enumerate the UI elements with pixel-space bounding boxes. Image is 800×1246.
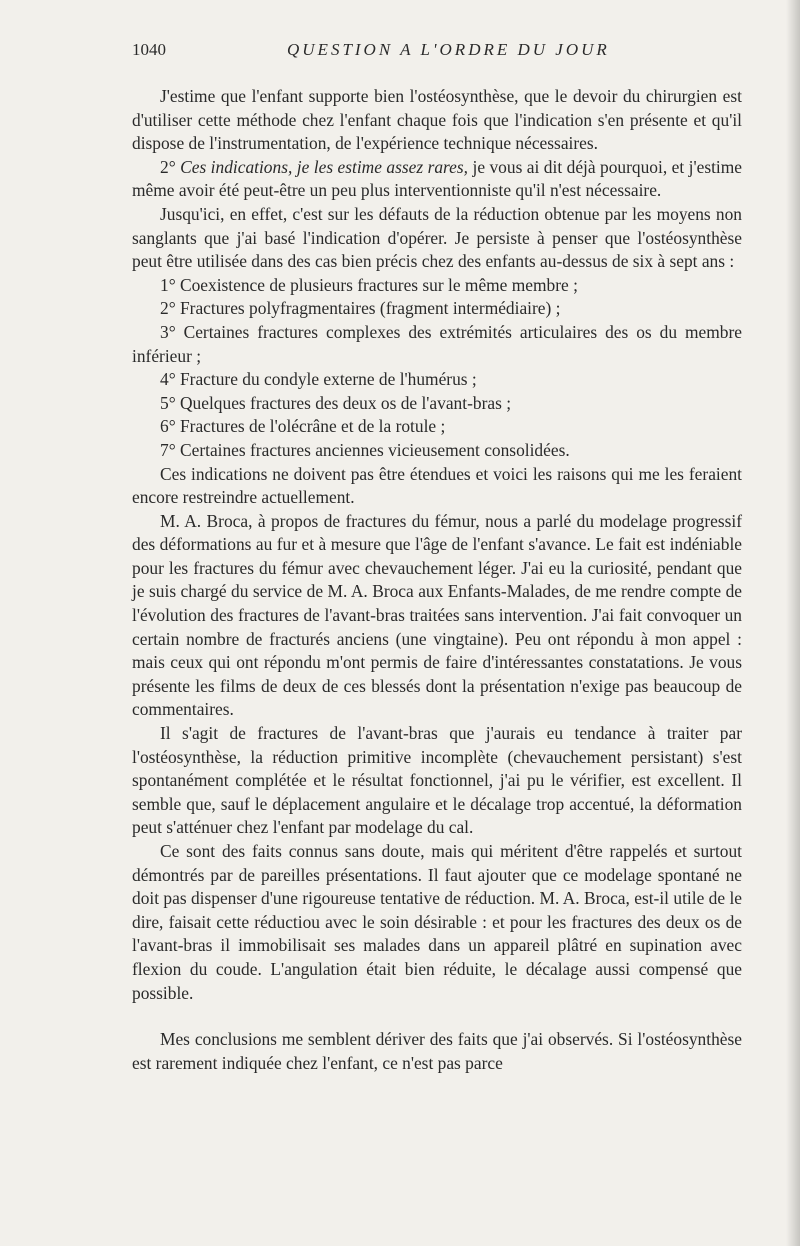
- page-number: 1040: [132, 40, 166, 59]
- list-item: 6° Fractures de l'olécrâne et de la rotule ;: [160, 416, 446, 437]
- running-title: QUESTION A L'ORDRE DU JOUR: [287, 40, 610, 59]
- italic-phrase: Ces indications, je les estime assez rares,: [180, 156, 469, 177]
- list-item: 4° Fracture du condyle externe de l'humérus ;: [160, 369, 477, 390]
- page-edge-shadow: [786, 0, 800, 1246]
- paragraph-rest: je vous ai dit déjà pourquoi, et j'estime même avoir été peut-être un peu plus interventionniste qu'il n'est nécessaire.: [132, 156, 743, 201]
- paragraph: M. A. Broca, à propos de fractures du fémur, nous a parlé du modelage progressif des déformations au fur et à mesure que l'âge de l'enfant s'avance. Le fait est indéniable pour les fractures du fémur avec chevauchement léger. J'ai eu la curiosité, pendant que je suis chargé du service de M. A. Broca aux Enfants-Malades, de me rendre compte de l'évolution des fractures de l'avant-bras traitées sans intervention. J'ai fait convoquer un certain nombre de fracturés anciens (une vingtaine). Peu ont répondu à mon appel : mais ceux qui ont répondu m'ont permis de faire d'intéressantes constatations. Je vous présente les films de deux de ces blessés dont la présentation n'exige pas beaucoup de commentaires.: [132, 510, 742, 720]
- list-item: 7° Certaines fractures anciennes vicieusement consolidées.: [160, 439, 570, 460]
- body-text: [132, 85, 742, 1075]
- paragraph: Mes conclusions me semblent dériver des faits que j'ai observés. Si l'ostéosynthèse est rarement indiquée chez l'enfant, ce n'est pas parce: [132, 1029, 742, 1073]
- paragraph: Ces indications ne doivent pas être étendues et voici les raisons qui me les feraient encore restreindre actuellement.: [132, 463, 742, 508]
- list-item: 5° Quelques fractures des deux os de l'avant-bras ;: [160, 392, 512, 413]
- paragraph: Ce sont des faits connus sans doute, mais qui méritent d'être rappelés et surtout démontrés par de pareilles présentations. Il faut ajouter que ce modelage spontané ne doit pas dispenser d'une rigoureuse tentative de réduction. M. A. Broca, est-il utile de le dire, faisait cette réductiou avec le soin désirable : et pour les fractures des deux os de l'avant-bras il immobilisait ses malades dans un appareil plâtré en supination avec flexion du coude. L'angulation était bien réduite, le décalage aussi compensé que possible.: [132, 841, 742, 1003]
- paragraph: J'estime que l'enfant supporte bien l'ostéosynthèse, que le devoir du chirurgien est d'utiliser cette méthode chez l'enfant chaque fois que l'indication s'en présente et qu'il dispose de l'instrumentation, de l'expérience technique nécessaires.: [132, 86, 742, 154]
- paragraph: Jusqu'ici, en effet, c'est sur les défauts de la réduction obtenue par les moyens non sanglants que j'ai basé l'indication d'opérer. Je persiste à penser que l'ostéosynthèse peut être utilisée dans des cas bien précis chez des enfants au-dessus de six à sept ans :: [132, 203, 742, 272]
- paragraph: Il s'agit de fractures de l'avant-bras que j'aurais eu tendance à traiter par l'ostéosynthèse, la réduction primitive incomplète (chevauchement persistant) s'est spontanément complétée et le résultat fonctionnel, j'ai pu le vérifier, est excellent. Il semble que, sauf le déplacement angulaire et le décalage trop accentué, la déformation peut s'atténuer chez l'enfant par modelage du cal.: [132, 723, 742, 838]
- list-item: 2° Fractures polyfragmentaires (fragment intermédiaire) ;: [160, 298, 561, 319]
- list-item: 3° Certaines fractures complexes des extrémités articulaires des os du membre inférieur ;: [132, 321, 742, 366]
- list-number: 2°: [160, 156, 176, 177]
- paragraph: [132, 156, 742, 203]
- list-item: 1° Coexistence de plusieurs fractures sur le même membre ;: [160, 274, 578, 295]
